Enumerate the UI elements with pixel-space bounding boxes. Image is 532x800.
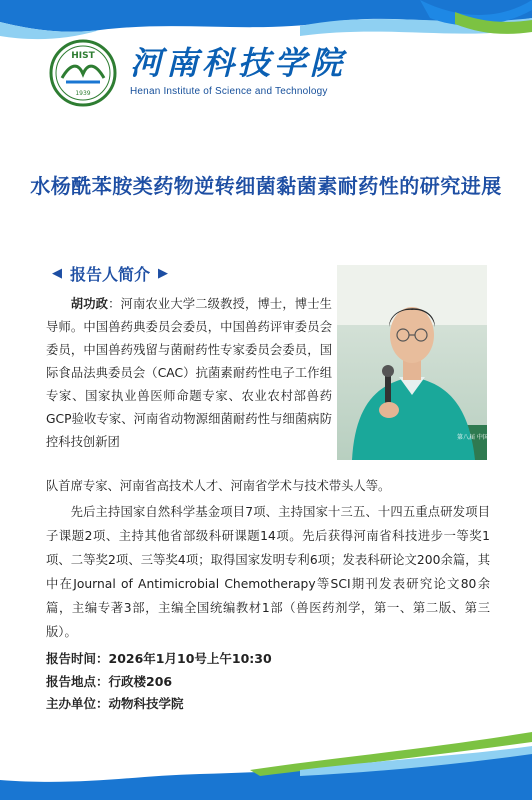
speaker-section-heading [50,262,170,285]
report-info [46,648,272,716]
speaker-bio-continued: 队首席专家、河南省高技术人才、河南省学术与技术带头人等。 [46,479,391,493]
report-time-value: 2026年1月10号上午10:30 [108,651,272,666]
report-time-row [46,648,272,671]
school-logo [48,38,118,108]
speaker-achievements: 先后主持国家自然科学基金项目7项、主持国家十三五、十四五重点研发项目子课题2项、主持其他省部级科研课题14项。先后获得河南省科技进步一等奖1项、二等奖2项、三等奖4项；取得国家发明专利6项；发表科研论文200余篇，其中在Journal of Antimicrobial Chemotherapy等SCI期刊发表研究论文80余篇，主编专著3部，主编全国统编教材1部（兽医药剂学，第一、第二版、第三版）。 [46,505,490,639]
school-brand [130,46,346,97]
school-name-en: Henan Institute of Science and Technology [130,86,328,97]
photo-caption: 第八届 中国动物药 [457,434,507,441]
speaker-bio-text: ：河南农业大学二级教授，博士，博士生导师。中国兽药典委员会委员，中国兽药评审委员会委员，中国兽药残留与菌耐药性专家委员会委员，国际食品法典委员会（CAC）抗菌素耐药性电子工作组专家、国家执业兽医师命题专家、农业农村部兽药GCP验收专家、河南省动物源细菌耐药性与细菌病防控科技创新团 [46,297,332,449]
speaker-name: 胡功政 [70,297,109,311]
logo-year: 1939 [75,90,91,97]
report-place-value: 行政楼206 [108,673,173,689]
arrow-right-icon: ▶ [158,266,169,281]
school-name-cn: 河南科技学院 [130,44,347,82]
speaker-bio [46,293,332,454]
arrow-left-icon: ◀ [52,266,62,281]
section-heading-text: 报告人简介 [70,265,151,284]
speaker-photo [337,265,507,460]
logo-text: HIST [71,51,95,61]
report-host-value: 动物科技学院 [108,696,184,711]
report-place-row [46,671,272,694]
report-host-label: 主办单位： [46,696,109,711]
bottom-wave-decoration [0,710,532,800]
report-title: 水杨酰苯胺类药物逆转细菌黏菌素耐药性的研究进展 [30,174,502,198]
report-place-label: 报告地点： [46,673,109,689]
report-time-label: 报告时间： [46,651,109,666]
